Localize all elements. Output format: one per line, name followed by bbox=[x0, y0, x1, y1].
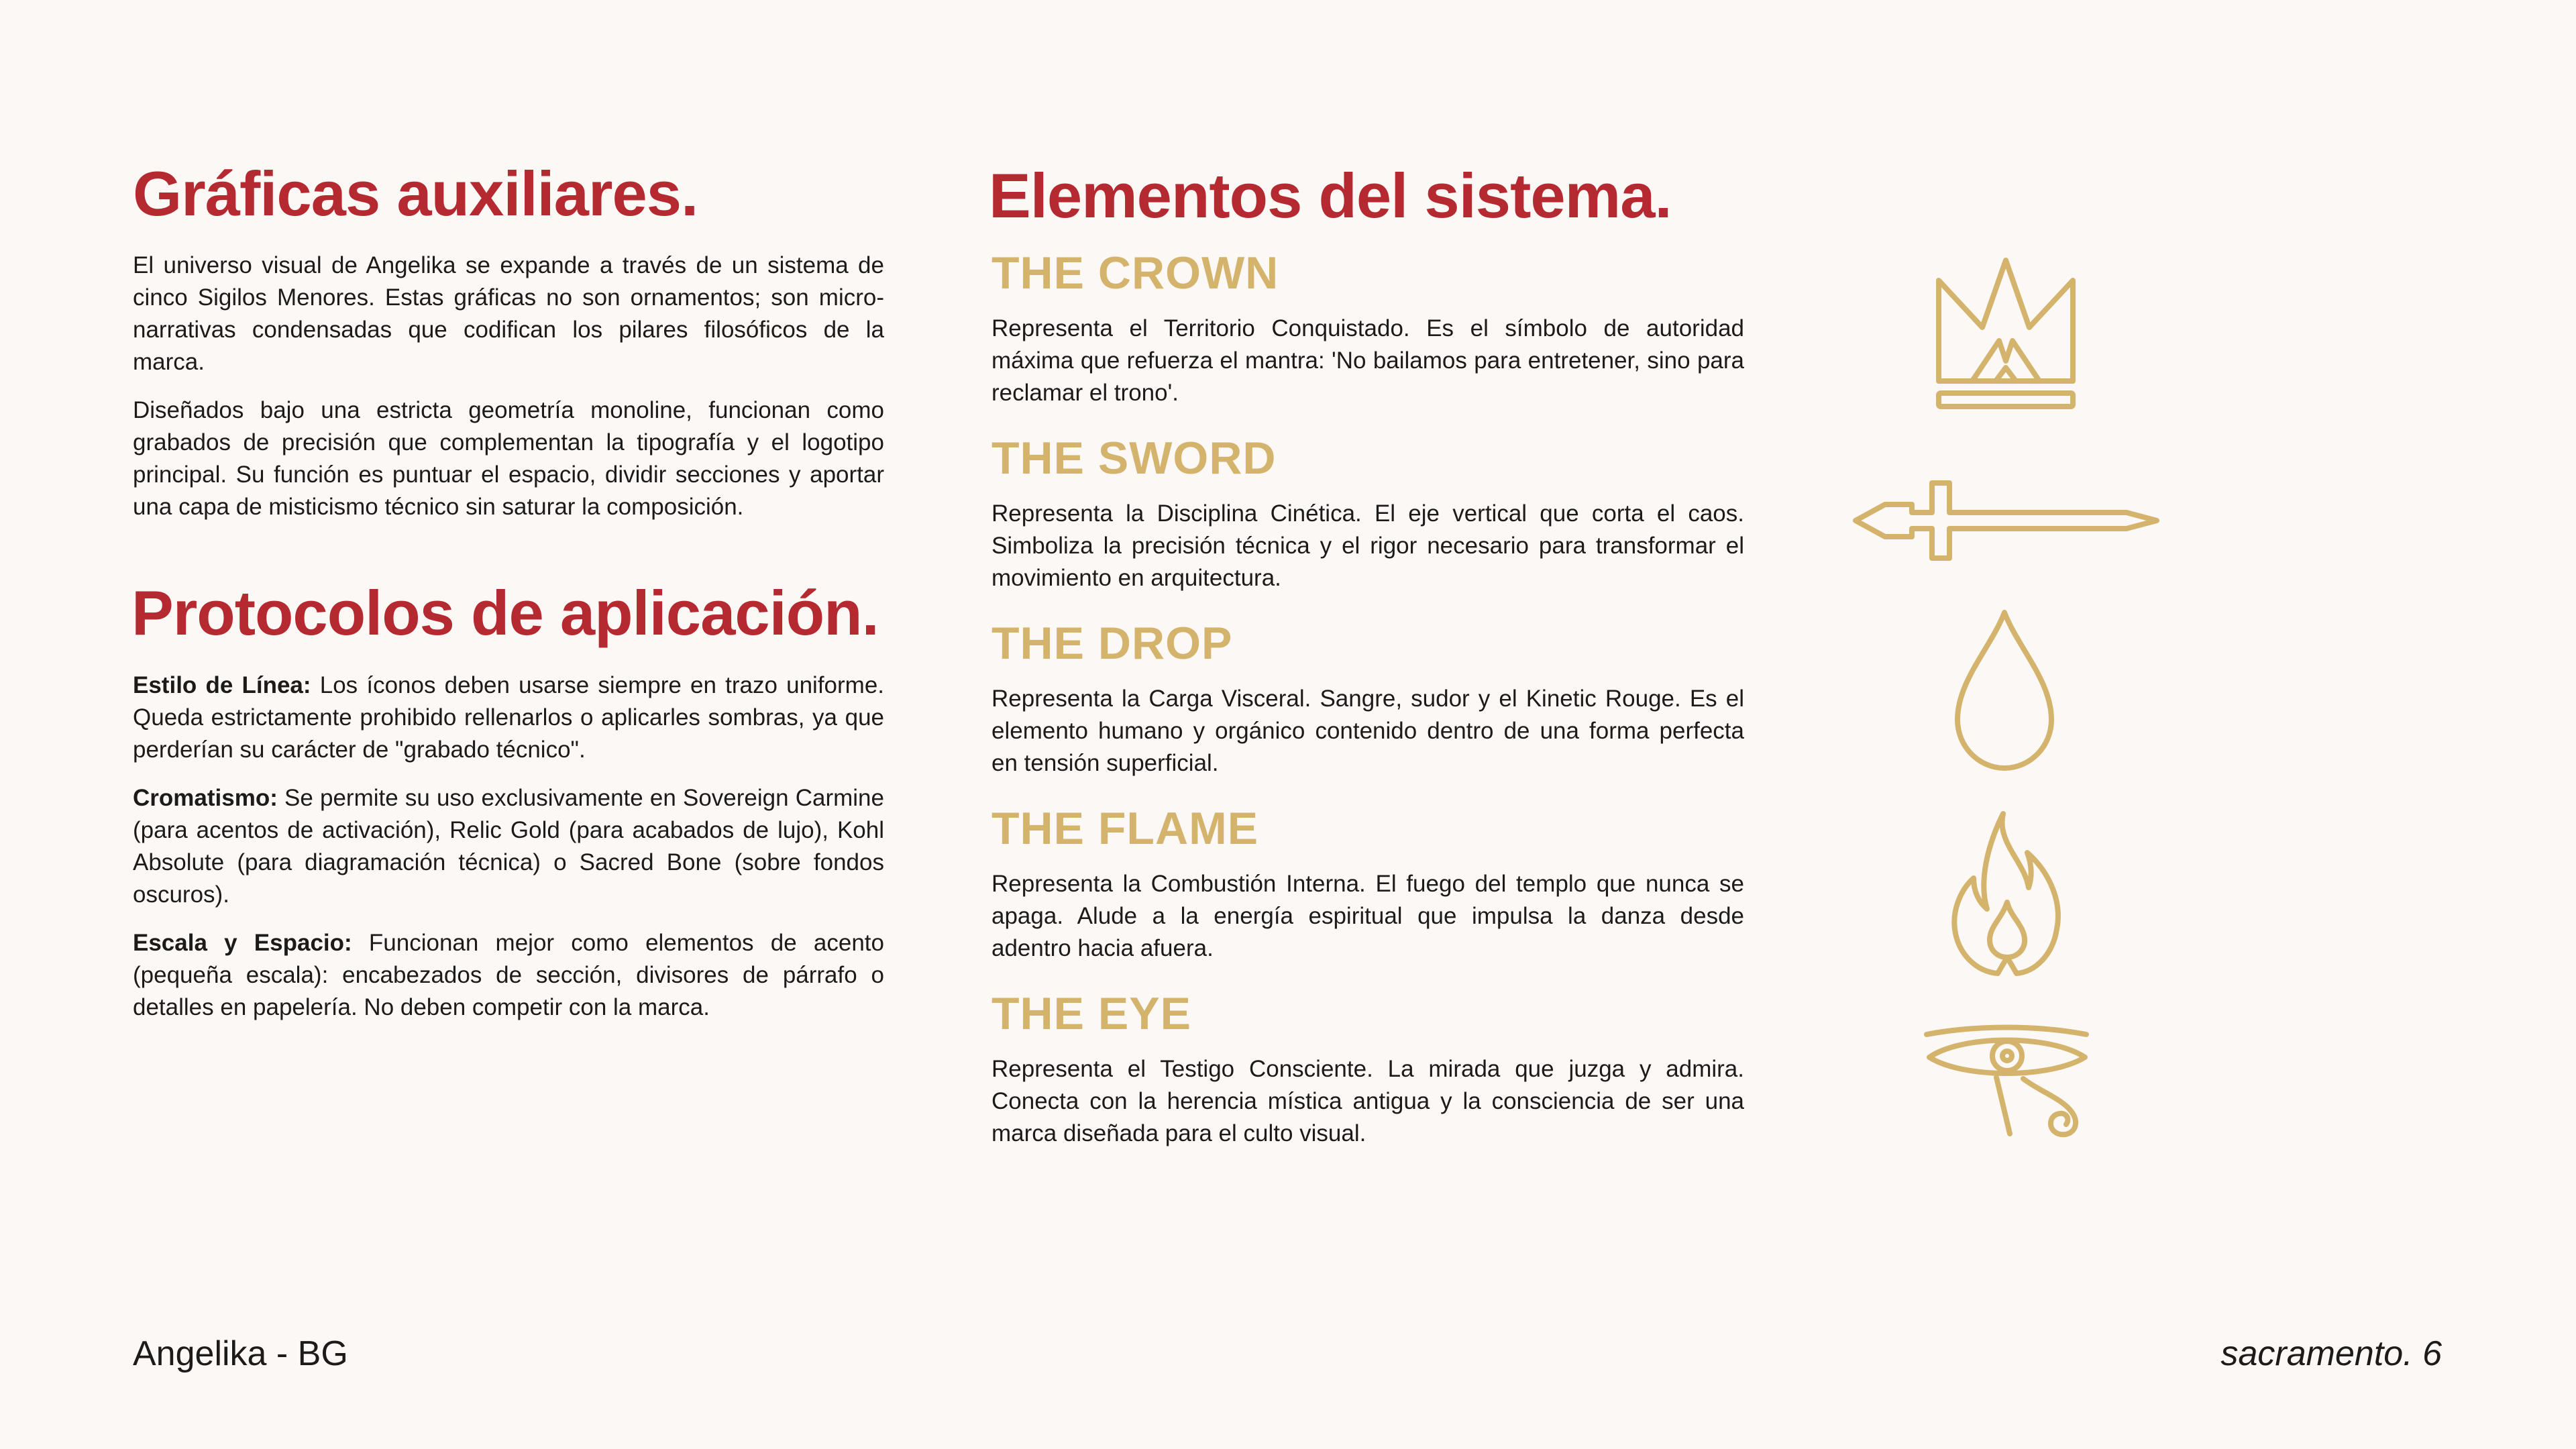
element-title-drop: THE DROP bbox=[991, 618, 1233, 669]
crown-icon bbox=[1932, 254, 2080, 415]
protocol-label: Cromatismo: bbox=[133, 785, 278, 811]
sword-icon bbox=[1856, 483, 2157, 558]
element-desc-flame: Representa la Combustión Interna. El fuego del templo que nunca se apaga. Alude a la energía espiritual que impulsa la danza desde adentro hacia afuera. bbox=[991, 871, 1744, 961]
protocol-item-scale bbox=[133, 927, 884, 1024]
element-desc-crown: Representa el Territorio Conquistado. Es el símbolo de autoridad máxima que refuerza el mantra: 'No bailamos para entretener, sino para reclamar el trono'. bbox=[991, 315, 1744, 406]
element-title-sword: THE SWORD bbox=[991, 433, 1277, 484]
flame-icon bbox=[1949, 808, 2065, 977]
section-title-protocolos: Protocolos de aplicación. bbox=[131, 578, 879, 648]
protocol-text: Se permite su uso exclusivamente en Sovereign Carmine (para acentos de activación), Relic Gold (para acabados de lujo), Kohl Absolute (para diagramación técnica) o Sacred Bone (sobre fondos oscuros). bbox=[133, 785, 884, 908]
footer-brand: Angelika - BG bbox=[133, 1334, 348, 1373]
protocol-text: Funcionan mejor como elementos de acento (pequeña escala): encabezados de sección, divisores de párrafo o detalles en papelería. No deben competir con la marca. bbox=[133, 930, 884, 1020]
section-title-elementos: Elementos del sistema. bbox=[989, 160, 1672, 231]
protocol-label: Escala y Espacio: bbox=[133, 930, 352, 956]
element-desc-eye: Representa el Testigo Consciente. La mirada que juzga y admira. Conecta con la herencia mística antigua y la consciencia de ser una marca diseñada para el culto visual. bbox=[991, 1056, 1744, 1146]
protocol-item-color bbox=[133, 782, 884, 911]
protocol-text: Los íconos deben usarse siempre en trazo uniforme. Queda estrictamente prohibido rellenarlos o aplicarles sombras, ya que perderían su carácter de "grabado técnico". bbox=[133, 672, 885, 763]
element-desc-sword: Representa la Disciplina Cinética. El eje vertical que corta el caos. Simboliza la precisión técnica y el rigor necesario para transformar el movimiento en arquitectura. bbox=[991, 500, 1744, 591]
protocol-label: Estilo de Línea: bbox=[133, 672, 311, 698]
protocol-item-line-style bbox=[133, 669, 884, 766]
intro-paragraph-2: Diseñados bajo una estricta geometría monoline, funcionan como grabados de precisión que complementan la tipografía y el logotipo principal. Su función es puntuar el espacio, dividir secciones y aportar una capa de misticismo técnico sin saturar la composición. bbox=[133, 397, 884, 520]
drop-icon bbox=[1953, 607, 2055, 773]
element-title-flame: THE FLAME bbox=[991, 803, 1259, 854]
footer-page-number: sacramento. 6 bbox=[2220, 1334, 2442, 1373]
element-title-crown: THE CROWN bbox=[991, 248, 1279, 299]
element-title-eye: THE EYE bbox=[991, 988, 1191, 1039]
intro-paragraph-1: El universo visual de Angelika se expande a través de un sistema de cinco Sigilos Menores. Estas gráficas no son ornamentos; son micro-narrativas condensadas que codifican los pilares filosóficos de la marca. bbox=[133, 252, 884, 375]
element-desc-drop: Representa la Carga Visceral. Sangre, sudor y el Kinetic Rouge. Es el elemento humano y orgánico contenido dentro de una forma perfecta en tensión superficial. bbox=[991, 686, 1744, 776]
eye-icon bbox=[1923, 1025, 2092, 1140]
section-title-graficas: Gráficas auxiliares. bbox=[133, 158, 698, 229]
